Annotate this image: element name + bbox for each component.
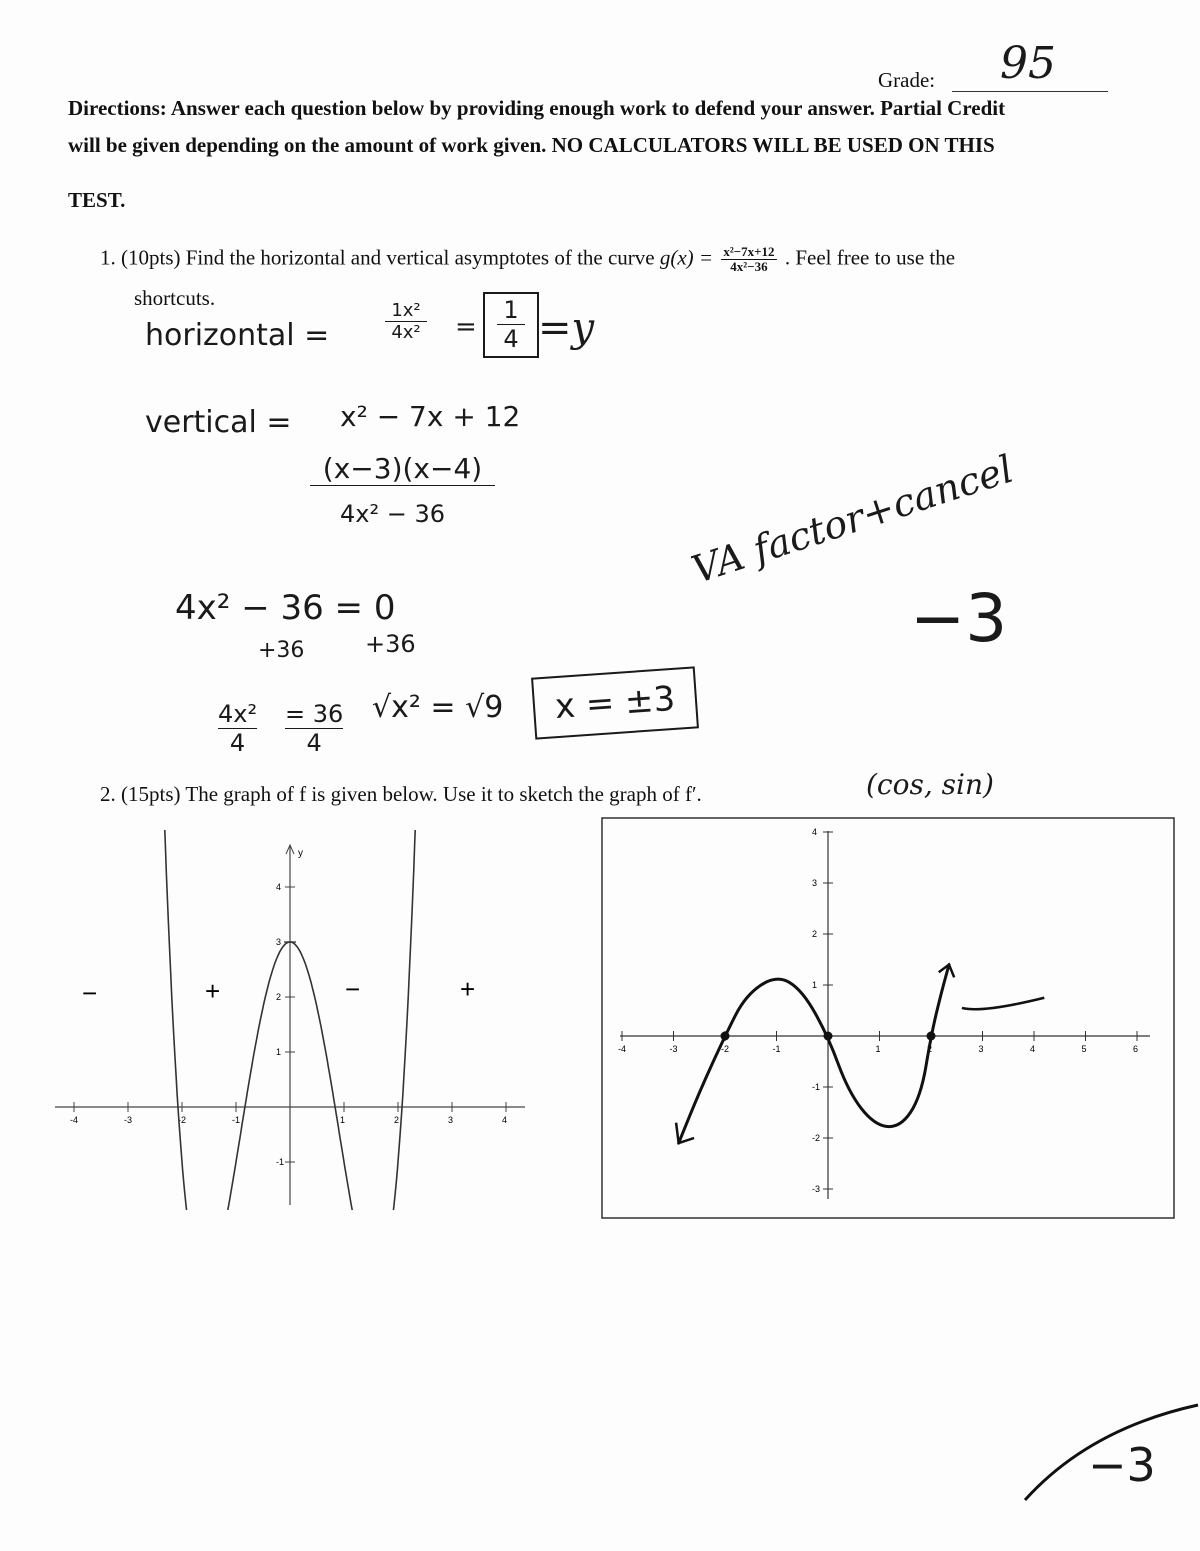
zero-dot [824,1032,833,1041]
x-tick-label: 2 [394,1115,400,1125]
grade-line [952,91,1108,92]
x-tick-label: -2 [721,1044,730,1054]
y-tick-label: 4 [276,882,282,892]
question-1-text-b: . Feel free to use the [784,245,956,270]
sign-mark: − [82,978,98,1008]
horizontal-label: horizontal = [145,318,330,353]
final-answer-box: x = ±3 [531,666,699,739]
x-tick-label: -3 [124,1115,133,1125]
question-1-numerator: x²−7x+12 [723,244,775,259]
horizontal-answer-numerator: 1 [497,296,525,325]
y-tick-label: 2 [812,929,818,939]
graph-f-prime-axes [618,827,1150,1199]
directions-line-3: TEST. [68,188,126,212]
divide-numerator: 4x² [218,700,258,728]
add-right: +36 [365,630,416,658]
y-tick-label: 3 [276,937,282,947]
x-tick-label: 2 [927,1044,933,1054]
horizontal-fraction [385,300,427,343]
grader-note: VA factor+cancel [686,446,1019,592]
x-tick-label: 6 [1133,1044,1139,1054]
x-tick-label: 4 [1030,1044,1036,1054]
graph-f-axes [55,845,525,1210]
sign-mark: − [345,974,361,1004]
vertical-expression: x² − 7x + 12 [340,400,521,433]
bottom-deduction: −3 [1088,1438,1156,1492]
y-tick-label: 3 [812,878,818,888]
horizontal-numerator: 1x² [385,300,427,322]
y-tick-label: -1 [276,1157,285,1167]
question-1-fraction [721,245,776,275]
equation-line: 4x² − 36 = 0 [175,588,396,628]
horizontal-equals: = [455,312,477,342]
cos-sin-note: (cos, sin) [866,768,994,801]
vertical-label: vertical = [145,405,292,440]
vertical-denominator: 4x² − 36 [340,500,445,528]
x-tick-label: 5 [1081,1044,1087,1054]
x-tick-label: -2 [178,1115,187,1125]
x-tick-label: 4 [502,1115,508,1125]
question-1 [100,245,955,275]
question-2 [100,782,702,807]
y-tick-label: -1 [812,1082,821,1092]
x-tick-label: 1 [875,1044,881,1054]
divide-denominator-right: 4 [306,729,322,757]
horizontal-y: =y [538,305,595,351]
horizontal-denominator: 4x² [391,322,421,343]
x-tick-label: -1 [232,1115,241,1125]
sqrt-step: √x² = √9 [372,690,504,725]
grade-value: 95 [1000,38,1056,89]
graph-f-prime-marks [676,965,1044,1144]
y-axis-label: y [298,848,303,859]
grader-deduction: −3 [910,580,1008,657]
zero-dot [721,1032,730,1041]
divide-denominator-left: 4 [229,729,246,757]
directions-line-2: will be given depending on the amount of work given. NO CALCULATORS WILL BE USED ON THIS [68,133,995,157]
y-tick-label: 4 [812,827,818,837]
zero-dot [927,1032,936,1041]
x-tick-label: -1 [772,1044,781,1054]
y-tick-label: 1 [812,980,818,990]
question-1-text: (10pts) Find the horizontal and vertical asymptotes of the curve [121,245,660,270]
y-tick-label: 1 [276,1047,282,1057]
directions-line-1: Directions: Answer each question below by providing enough work to defend your answer. Partial Credit [68,96,1006,120]
grade-label: Grade: [878,68,936,92]
y-tick-label: 2 [276,992,282,1002]
question-1-text-c: shortcuts. [134,286,216,310]
graph-f-prime [600,816,1176,1220]
sign-mark: + [460,974,476,1004]
y-tick-label: -3 [812,1184,821,1194]
question-1-number: 1. [100,245,116,270]
horizontal-answer-denominator: 4 [503,325,519,353]
question-2-number: 2. [100,782,116,806]
vertical-factored: (x−3)(x−4) [310,452,495,486]
x-tick-label: -4 [70,1115,79,1125]
question-1-function: g(x) = [659,245,714,270]
check-mark [962,998,1044,1009]
x-tick-label: 1 [340,1115,346,1125]
divide-right [285,700,343,757]
x-tick-label: 3 [978,1044,984,1054]
add-left: +36 [258,638,305,663]
sign-mark: + [205,976,221,1006]
x-tick-label: -4 [618,1044,627,1054]
graph-f-prime-frame [602,818,1174,1218]
question-2-text: (15pts) The graph of f is given below. Use it to sketch the graph of f′. [121,782,702,806]
divide-left [218,700,257,757]
x-tick-label: 3 [448,1115,454,1125]
graph-f [40,830,540,1210]
question-1-denominator: 4x²−36 [730,259,768,275]
graph-f-prime-curve [679,965,949,1144]
graph-f-signs [82,974,475,1008]
horizontal-answer-box [483,292,539,358]
divide-equals-36: = 36 [285,700,344,728]
x-tick-label: -3 [669,1044,678,1054]
y-tick-label: -2 [812,1133,821,1143]
